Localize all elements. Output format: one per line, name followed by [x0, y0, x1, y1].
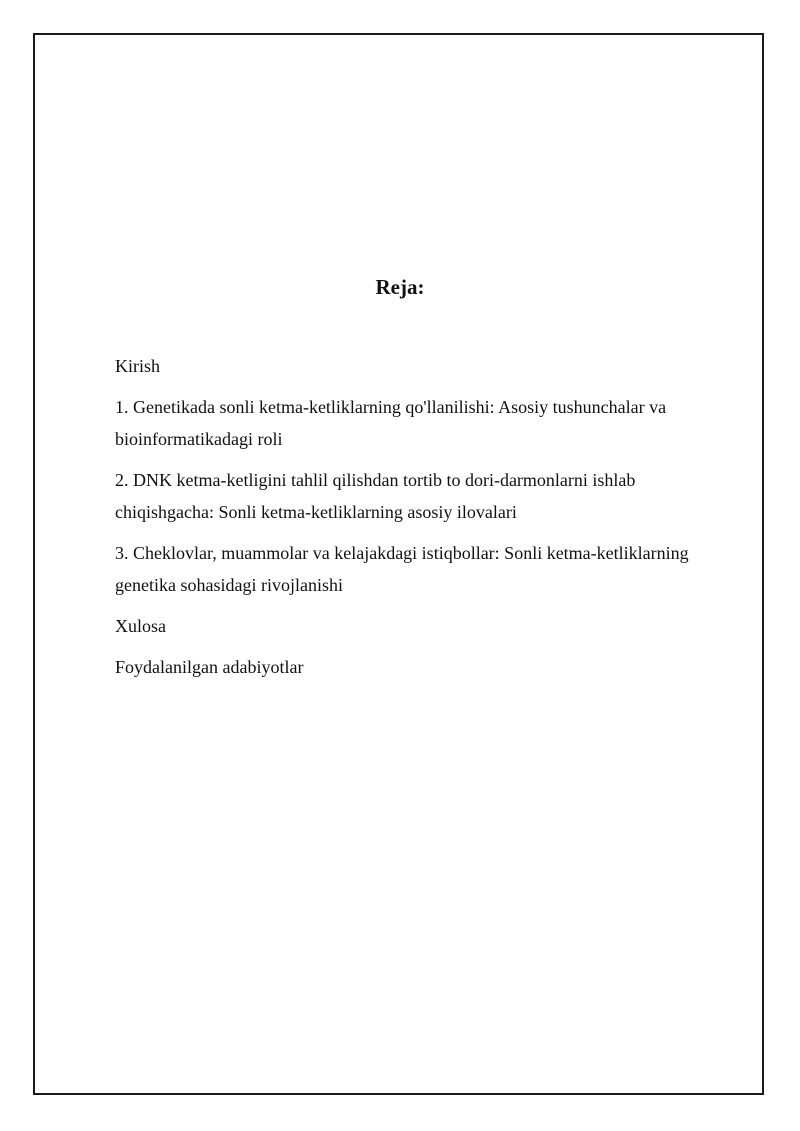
plan-item-chapter-1: 1. Genetikada sonli ketma-ketliklarning qo'llanilishi: Asosiy tushunchalar va bioinformatikadagi roli	[115, 397, 667, 449]
plan-item-chapter-3: 3. Cheklovlar, muammolar va kelajakdagi istiqbollar: Sonli ketma-ketliklarning genetika sohasidagi rivojlanishi	[115, 543, 689, 595]
plan-list	[115, 350, 735, 692]
plan-item-references: Foydalanilgan adabiyotlar	[115, 657, 304, 677]
page-title: Reja:	[375, 275, 425, 299]
plan-item-introduction: Kirish	[115, 356, 160, 376]
plan-item-conclusion: Xulosa	[115, 616, 166, 636]
plan-item-chapter-2: 2. DNK ketma-ketligini tahlil qilishdan tortib to dori-darmonlarni ishlab chiqishgacha: Sonli ketma-ketliklarning asosiy ilovalari	[115, 470, 636, 522]
